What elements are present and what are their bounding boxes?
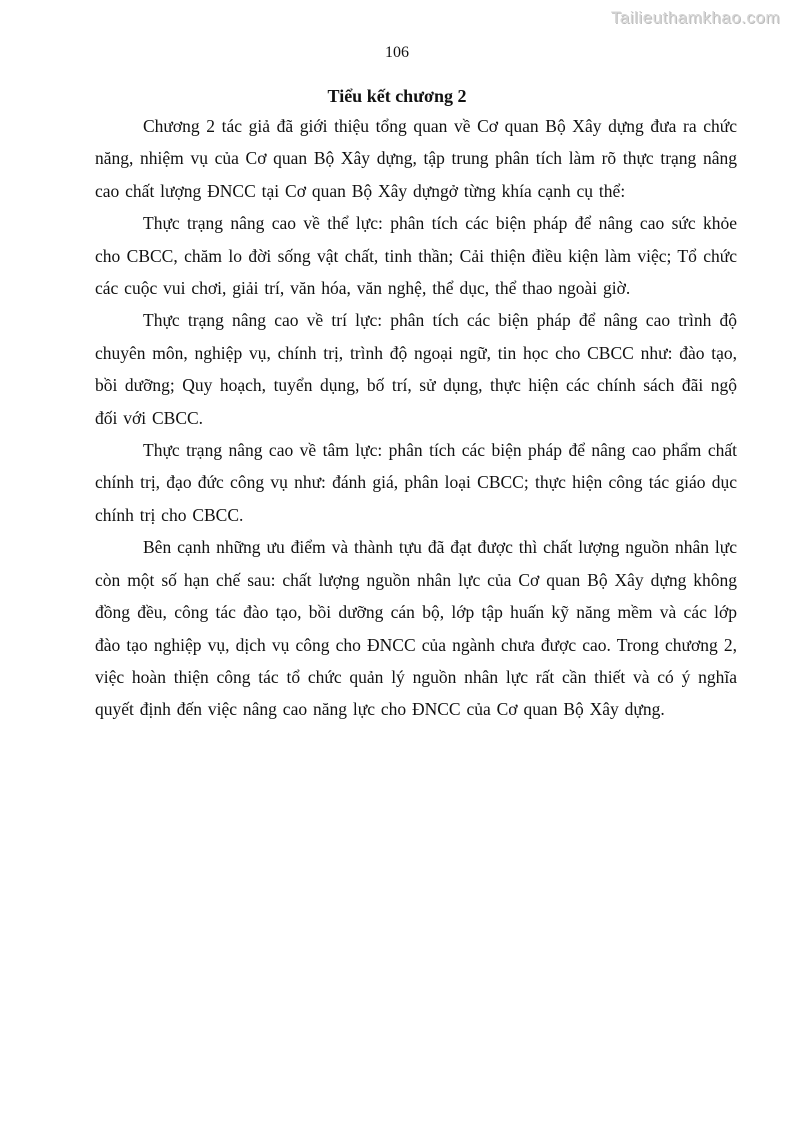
paragraph-intro: Chương 2 tác giả đã giới thiệu tổng quan về Cơ quan Bộ Xây dựng đưa ra chức năng, nhiệm vụ của Cơ quan Bộ Xây dựng, tập trung phân tích làm rõ thực trạng nâng cao chất lượng ĐNCC tại Cơ quan Bộ Xây dựngở từng khía cạnh cụ thể: (95, 116, 737, 201)
paragraph-the-luc: Thực trạng nâng cao về thể lực: phân tích các biện pháp để nâng cao sức khỏe cho CBCC, chăm lo đời sống vật chất, tinh thần; Cải thiện điều kiện làm việc; Tổ chức các cuộc vui chơi, giải trí, văn hóa, văn nghệ, thể dục, thể thao ngoài giờ. (95, 213, 737, 299)
paragraph-tam-luc: Thực trạng nâng cao về tâm lực: phân tích các biện pháp để nâng cao phẩm chất chính trị, đạo đức công vụ như: đánh giá, phân loại CBCC; thực hiện công tác giáo dục chính trị cho CBCC. (95, 440, 737, 525)
document-body (95, 110, 737, 726)
paragraph-conclusion: Bên cạnh những ưu điểm và thành tựu đã đạt được thì chất lượng nguồn nhân lực còn một số hạn chế sau: chất lượng nguồn nhân lực của Cơ quan Bộ Xây dựng không đồng đều, công tác đào tạo, bồi dưỡng cán bộ, lớp tập huấn kỹ năng mềm và các lớp đào tạo nghiệp vụ, dịch vụ công cho ĐNCC của ngành chưa được cao. Trong chương 2, việc hoàn thiện công tác tổ chức quản lý nguồn nhân lực rất cần thiết và có ý nghĩa quyết định đến việc nâng cao năng lực cho ĐNCC của Cơ quan Bộ Xây dựng. (95, 537, 737, 720)
watermark-text: Tailieuthamkhao.com (610, 8, 780, 27)
page-number: 106 (385, 44, 409, 61)
paragraph-tri-luc: Thực trạng nâng cao về trí lực: phân tích các biện pháp để nâng cao trình độ chuyên môn, nghiệp vụ, chính trị, trình độ ngoại ngữ, tin học cho CBCC như: đào tạo, bồi dưỡng; Quy hoạch, tuyển dụng, bố trí, sử dụng, thực hiện các chính sách đãi ngộ đối với CBCC. (95, 310, 737, 428)
chapter-summary-title: Tiểu kết chương 2 (327, 86, 467, 106)
